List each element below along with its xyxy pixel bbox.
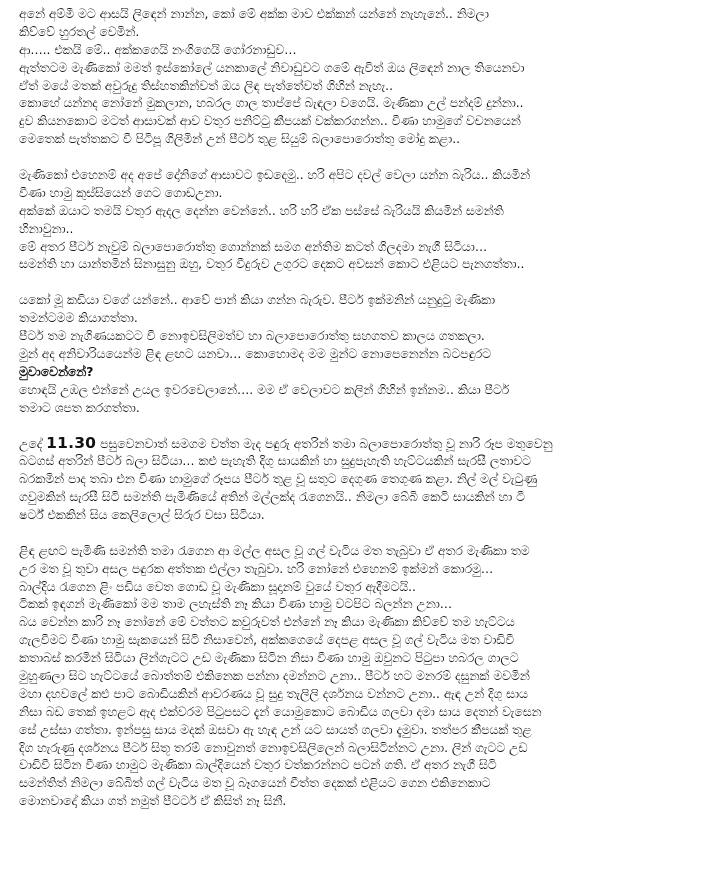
text-line: සමන්තිත් නිමලා බේබිත් ගල් වැටිය මත වූ බෑගයෙන් චීත්ත දෙකක් එළියට ගෙන එකිනෙකාට bbox=[19, 776, 491, 791]
text-line: ගැලවීමට වීණා හාමු සැකයෙන් සිටි නිසාවෙන්, අක්කගෙයේ දෙපළ අසල වූ ගල් වැටිය මත වාඩිවී bbox=[19, 633, 515, 648]
text-line: කොහේ යන්නද නෝනේ මුකලාන, හබරල ගාල තාප්පේ බැඳලා වගෙයි. මැණිකා උල් පන්දම් දුන්නා.. bbox=[19, 96, 524, 111]
text-line: අනේ අම්මී මට ආසයි ලිඳෙන් නාන්න, කෝ මේ අක්ක මාව එක්කන් යන්නේ නැහැනේ.. නිමලා bbox=[19, 7, 489, 21]
text-line: තමාට ශපත කරගත්තා. bbox=[19, 400, 140, 415]
text-line: වීණා හාමු කුස්සියෙන් ගෙට ගොඩඋනා. bbox=[19, 185, 223, 200]
paragraph-2 bbox=[19, 167, 699, 274]
text-line: වාඩිවී සිටින වීණා හාමුට මැණිකා බාල්දියෙන් වතුර වත්කරන්නට පටන් ගති. ඒ අතර නැගී සිටි bbox=[19, 758, 497, 773]
text-line: ආ….. එකයි මේ.. අක්කගෙයි නංගිගෙයි ගෝරනාඩුව… bbox=[19, 42, 297, 57]
text-line: අක්කේ ඔයාට තමයි වතුර ඇදල දෙන්න වෙන්නේ.. හරි හරි ඒක පස්සේ බැරියයි කියමින් සමන්ති bbox=[19, 203, 504, 218]
text-line: මුහුණලා සිට හැට්ටයේ බොත්තම් එකිනෙක පන්නා දමන්නට උනා.. පීටර් හට මනරම් දසුනක් මවමින් bbox=[19, 668, 530, 683]
text-line: නිසා බඩ තෙක් ඉහළට ඇද එක්වරම පිටුපසට දැන් යොමුකොට බොඩිය ගලවා දමා සාය දෙතන් වැසෙන bbox=[19, 704, 542, 719]
paragraph-1 bbox=[19, 6, 699, 149]
text-line: කිව්වේ හුරතල් වෙමින්. bbox=[19, 24, 140, 39]
paragraph-3 bbox=[19, 292, 699, 417]
text-line: දුව කියනකොට මටත් ආසාවක් ආව වතුර පනිට්ටු කීපයක් වක්කරගන්න.. වීණා හාමුගේ වචනයෙන් bbox=[19, 114, 521, 129]
text-line: මොනවාදෝ කියා ගත් නමුත් පීටර්ට ඒ කිසිත් නෑ සිනී. bbox=[19, 794, 287, 809]
text-line: මෙතෙක් පැත්තකට වී පිටිපූ ගිලිමින් උන් පීටර් තුළ සියුම් බලාපොරොත්තු මෝදු කළා.. bbox=[19, 132, 461, 147]
text-line: මැණිකෝ එහෙනම් අද අපේ දෝනිගේ ආසාවට ඉඩදෙමු.. හරි අපිට දවල් වෙලා යන්න බැරිය.. කියමින් bbox=[19, 168, 530, 183]
text-line: ඇත්තටම මැණිකෝ මමත් ඉස්කෝලේ යනකාලේ නිවාඩුවට ගමේ ඇවිත් ඔය ලිඳෙන් නාල තියෙනවා bbox=[19, 60, 525, 75]
text-line: කතාබස් කරමින් සිටියා ලින්ගැටට උඩ මැණිකා සිටින නිසා වීණා හාමු ඔවුනට පිටුපා හබරල ගාලට bbox=[19, 651, 519, 666]
text-line: ගවුමකින් සැරසී සිටි සමන්ති පැමිණියේ අතින් මල්ලක්ද රැගෙනයි.. නිමලා බේබි කෙටි සායකින් හා ටී bbox=[19, 490, 525, 505]
text-line: බටගස් අතරින් පීටර් බලා සිටියා… කළු පැහැති දිගු සායකින් හා සුදුපැහැති හැට්ටයකින් සැරසී ලතාවට bbox=[19, 454, 531, 469]
text-line: ෂර්ට් එකකින් සිය කෙලිලොල් සිරුර වසා සිටියා. bbox=[19, 507, 265, 522]
time-value: 11.30 bbox=[46, 435, 97, 453]
text-line: පීටර් තම නැගිණයකටට වී නොඉවසිලිමත්ව හා බලාපොරොත්තු සහගතව කාලය ගතකලා. bbox=[19, 329, 485, 344]
text-line: මුන් අද අනිවාරියයෙන්ම ළිඳ ළඟට යනවා… කොහොමද මම මුන්ට නොපෙනෙන්න බටපඳුරට bbox=[19, 346, 492, 361]
text-line: හොඳයි උඹල එන්නේ උයල ඉවරවෙලානේ…. මම ඒ වෙලාවට කලින් ගිහින් ඉන්නම.. කියා පීටර් bbox=[19, 382, 510, 397]
text-line: තමන්ටමම කියාගත්තා. bbox=[19, 311, 138, 326]
text-line: බය වෙන්න කාරි නෑ නෝනේ මේ වත්තට කවුරුවත් එන්නේ නෑ කියා මැණිකා කිව්වේ තම හැට්ටය bbox=[19, 615, 515, 630]
text-line: මුවාවෙන්නේ? bbox=[19, 364, 94, 379]
text-line: බරකමින් පාද තබා එන වීණා හාමුගේ රූපය පීටර් තුළ වූ සතුට දෙගුණ තෙගුණ කළා. නිල් මල් වැටුණු bbox=[19, 472, 538, 487]
text-line: යකෝ මූ කඩියා වගේ යන්නේ.. ආවේ පාන් කියා ගන්න බැරුව. පීටර් ඉක්මනින් යනුදුටු මැණිකා bbox=[19, 293, 496, 308]
text-line: සමන්ති හා යාන්තමින් සිනාසුනු ඔහු, වතුර වීදුරුව උගුරට දෙකට අවසන් කොට එළියට පැනගත්තා.. bbox=[19, 257, 525, 272]
text-line: මහා දහවලේ කළු පාට බොඩියකින් ආවරණය වූ සුදු තැලිලි දර්ශනය වන්නට උනා.. ඇඳ උන් දිගු සාය bbox=[19, 686, 528, 701]
text-line: ළිඳ ළඟට පැමිණි සමන්ති තමා රැගෙන ආ මල්ල අසල වූ ගල් වැටිය මත තැබුවා ඒ අතර මැණිකා තම bbox=[19, 543, 530, 558]
paragraph-5 bbox=[19, 543, 699, 811]
text-line: දිග හැරුණු දර්ශනය පීටර් සිතූ තරම් නොවුනත් නොඉවසිලිලෙන් බලාසිටින්නට උනා. ලින් ගැටට උඩ bbox=[19, 740, 528, 755]
text-line: උර මත වූ තුවා අසල පඳුරක අත්තක එල්ලා තැබුවා. හරි නෝනේ එහෙනම් ඉක්මන් කොරමු… bbox=[19, 561, 494, 576]
paragraph-4 bbox=[19, 435, 699, 524]
text-line: ඒත් මයේ මතක් අවුරුදු තිස්හතකින්වත් ඔය ලිඳ පැත්තේවත් ගිහින් නැහැ.. bbox=[19, 78, 393, 93]
story-text bbox=[19, 6, 699, 811]
text-line: සේ උස්සා ගත්තා. ඉන්පසු සාය මදක් ඔසවා ඇ හැඳ උන් යට සායත් ගලවා දැමුවා. තත්පර කීපයක් තුළ bbox=[19, 722, 532, 737]
text-line: මේ අතර පීටර් නැවුම් බලාපොරොත්තු ගොන්නක් සමග අන්තිම කටත් ගිලදමා නැගී සිටියා… bbox=[19, 239, 488, 254]
text-line: ටිකක් ඉඳගන් මැණිකෝ මම තාම ලහැස්ති නෑ කියා වීණා හාමු වටපිට බලන්න උනා… bbox=[19, 597, 453, 612]
text-fragment: පසුවෙනවාත් සමගම වත්ත මැද පඳුරු අතරින් තමා බලාපොරොත්තු වූ නාරි රූප මතුවෙනු bbox=[100, 437, 553, 452]
text-line: බාල්දිය රැගෙන ළිං පඩිය වෙත ගොඩ වූ මැණිකා සූදානම් වුයේ වතුර ඇදීමටයි.. bbox=[19, 579, 416, 594]
text-line: හිනාවුනා.. bbox=[19, 221, 74, 236]
text-line: උදේ 11.30 පසුවෙනවාත් සමගම වත්ත මැද පඳුරු අතරින් තමා බලාපොරොත්තු වූ නාරි රූප මතුවෙනු bbox=[19, 435, 553, 453]
